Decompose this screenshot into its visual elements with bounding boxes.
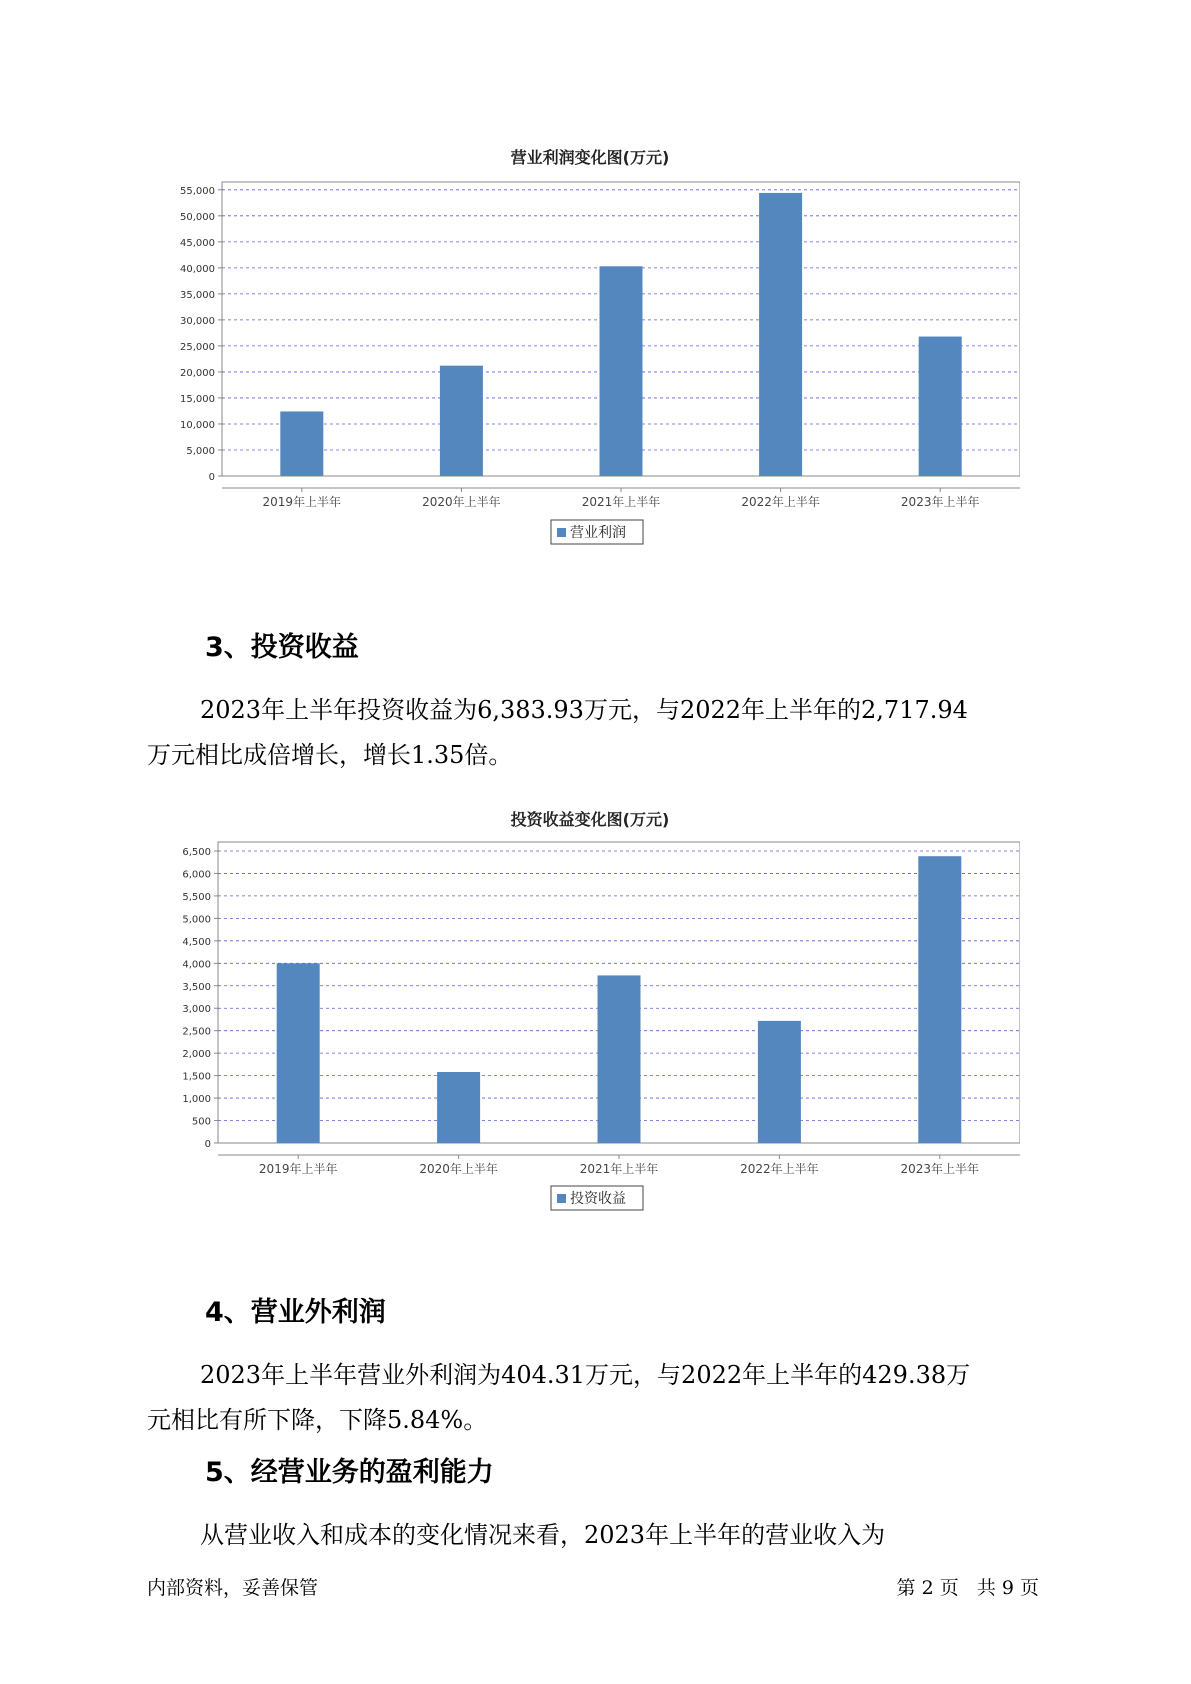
x-tick-label: 2023年上半年 <box>900 1162 980 1176</box>
y-tick-label: 50,000 <box>180 211 215 223</box>
y-tick-label: 15,000 <box>180 393 215 405</box>
legend <box>551 520 643 544</box>
y-tick-label: 0 <box>204 1139 211 1150</box>
y-tick-label: 55,000 <box>180 185 215 197</box>
paragraph-line: 2023年上半年营业外利润为404.31万元，与2022年上半年的429.38万 <box>200 1361 971 1389</box>
y-tick-label: 5,500 <box>182 891 211 903</box>
y-tick-label: 5,000 <box>186 445 215 457</box>
y-tick-label: 40,000 <box>180 263 215 275</box>
legend-swatch <box>557 1194 566 1203</box>
y-tick-label: 0 <box>208 472 215 483</box>
legend <box>551 1186 643 1210</box>
x-tick-label: 2019年上半年 <box>262 495 342 509</box>
y-tick-label: 2,000 <box>182 1049 211 1061</box>
y-tick-label: 3,500 <box>182 981 211 993</box>
legend-label: 营业利润 <box>570 525 626 541</box>
y-tick-label: 3,000 <box>182 1004 211 1016</box>
y-tick-label: 20,000 <box>180 367 215 379</box>
chart-title: 投资收益变化图(万元) <box>510 810 670 829</box>
bar <box>437 1072 480 1143</box>
y-tick-label: 45,000 <box>180 237 215 249</box>
operating-profit-bar-chart <box>160 180 1020 565</box>
section-heading-investment-income: 3、投资收益 <box>205 632 359 663</box>
y-tick-label: 2,500 <box>182 1026 211 1038</box>
x-tick-label: 2020年上半年 <box>422 495 501 509</box>
bar <box>440 366 483 476</box>
y-tick-label: 30,000 <box>180 315 215 327</box>
y-tick-label: 35,000 <box>180 289 215 301</box>
paragraph-line: 万元相比成倍增长，增长1.35倍。 <box>147 741 513 769</box>
x-tick-label: 2021年上半年 <box>581 495 661 509</box>
y-tick-label: 6,500 <box>182 846 211 858</box>
y-tick-label: 6,000 <box>182 869 211 881</box>
bar <box>600 266 643 476</box>
x-tick-label: 2019年上半年 <box>258 1162 338 1176</box>
y-tick-label: 5,000 <box>182 914 211 926</box>
bar <box>758 1021 801 1143</box>
paragraph-line: 从营业收入和成本的变化情况来看，2023年上半年的营业收入为 <box>200 1521 886 1549</box>
y-tick-label: 1,500 <box>182 1071 211 1083</box>
footer-left: 内部资料，妥善保管 <box>147 1577 319 1599</box>
x-tick-label: 2023年上半年 <box>900 495 980 509</box>
footer-page-number: 第 2 页 共 9 页 <box>896 1577 1039 1599</box>
section-heading-profitability: 5、经营业务的盈利能力 <box>205 1457 494 1488</box>
y-tick-label: 4,000 <box>182 959 211 971</box>
paragraph-line: 2023年上半年投资收益为6,383.93万元，与2022年上半年的2,717.94 <box>200 696 968 724</box>
bar <box>918 856 961 1143</box>
bar <box>919 337 962 476</box>
bar <box>759 193 802 476</box>
x-tick-label: 2020年上半年 <box>419 1162 498 1176</box>
x-tick-label: 2022年上半年 <box>741 495 820 509</box>
section-heading-non-operating-profit: 4、营业外利润 <box>205 1297 386 1328</box>
y-tick-label: 25,000 <box>180 341 215 353</box>
legend-swatch <box>557 528 566 537</box>
bar <box>280 411 323 476</box>
bar <box>277 963 320 1143</box>
paragraph-line: 元相比有所下降，下降5.84%。 <box>147 1406 488 1434</box>
x-tick-label: 2021年上半年 <box>579 1162 659 1176</box>
y-tick-label: 500 <box>191 1116 211 1128</box>
chart-title: 营业利润变化图(万元) <box>510 148 670 167</box>
investment-income-bar-chart <box>160 840 1020 1235</box>
bar <box>598 975 641 1143</box>
y-tick-label: 4,500 <box>182 936 211 948</box>
legend-label: 投资收益 <box>570 1191 626 1207</box>
y-tick-label: 10,000 <box>180 419 215 431</box>
y-tick-label: 1,000 <box>182 1094 211 1106</box>
x-tick-label: 2022年上半年 <box>740 1162 819 1176</box>
